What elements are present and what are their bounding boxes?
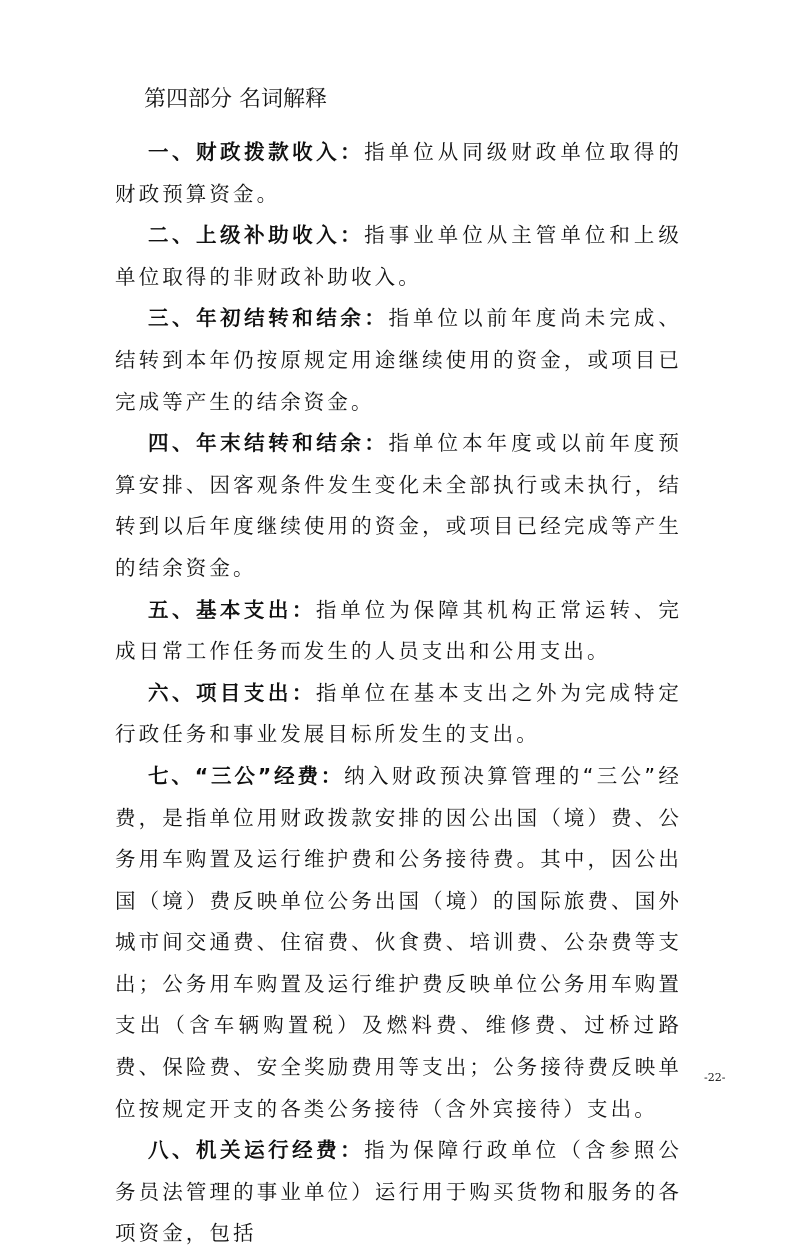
definition-term: 五、基本支出： (148, 597, 316, 622)
definition-text: 纳入财政预决算管理的“三公”经费，是指单位用财政拨款安排的因公出国（境）费、公务用车购置及运行维护费和公务接待费。其中，因公出国（境）费反映单位公务出国（境）的国际旅费、国外城市间交通费、住宿费、伙食费、培训费、公杂费等支出；公务用车购置及运行维护费反映单位公务用车购置支出（含车辆购置税）及燃料费、维修费、过桥过路费、保险费、安全奖励费用等支出；公务接待费反映单位按规定开支的各类公务接待（含外宾接待）支出。 (115, 763, 682, 1121)
definition-term: 三、年初结转和结余： (148, 306, 389, 331)
definition-paragraph (115, 423, 682, 589)
definition-term: 一、财政拨款收入： (148, 140, 365, 164)
definition-term: 七、“三公”经费： (148, 763, 345, 788)
definition-term: 六、项目支出： (148, 680, 316, 705)
definition-term: 四、年末结转和结余： (148, 431, 389, 456)
definition-text: 指单位从同级财政单位取得的财政预算资金。 (115, 140, 682, 206)
definition-paragraph (115, 215, 682, 298)
definition-text: 指单位以前年度尚未完成、结转到本年仍按原规定用途继续使用的资金，或项目已完成等产生的结余资金。 (115, 306, 683, 414)
definition-text: 指为保障行政单位（含参照公务员法管理的事业单位）运行用于购买货物和服务的各项资金，包括 (115, 1138, 682, 1246)
definition-text: 指事业单位从主管单位和上级单位取得的非财政补助收入。 (115, 223, 682, 289)
definition-term: 八、机关运行经费： (148, 1138, 365, 1163)
definition-paragraph (115, 756, 682, 1130)
definition-term: 二、上级补助收入： (148, 223, 365, 248)
definition-text: 指单位在基本支出之外为完成特定行政任务和事业发展目标所发生的支出。 (115, 680, 683, 747)
definition-paragraph (115, 132, 682, 215)
definition-text: 指单位为保障其机构正常运转、完成日常工作任务而发生的人员支出和公用支出。 (115, 597, 683, 664)
definition-paragraph (115, 298, 682, 423)
definition-paragraph (115, 590, 682, 673)
definitions-body (115, 132, 682, 1255)
definition-paragraph (115, 673, 682, 756)
definition-text: 指单位本年度或以前年度预算安排、因客观条件发生变化未全部执行或未执行，结转到以后年度继续使用的资金，或项目已经完成等产生的结余资金。 (115, 431, 683, 580)
section-heading: 第四部分 名词解释 (144, 87, 327, 112)
page-number: -22- (704, 1071, 726, 1084)
definition-paragraph (115, 1130, 682, 1255)
